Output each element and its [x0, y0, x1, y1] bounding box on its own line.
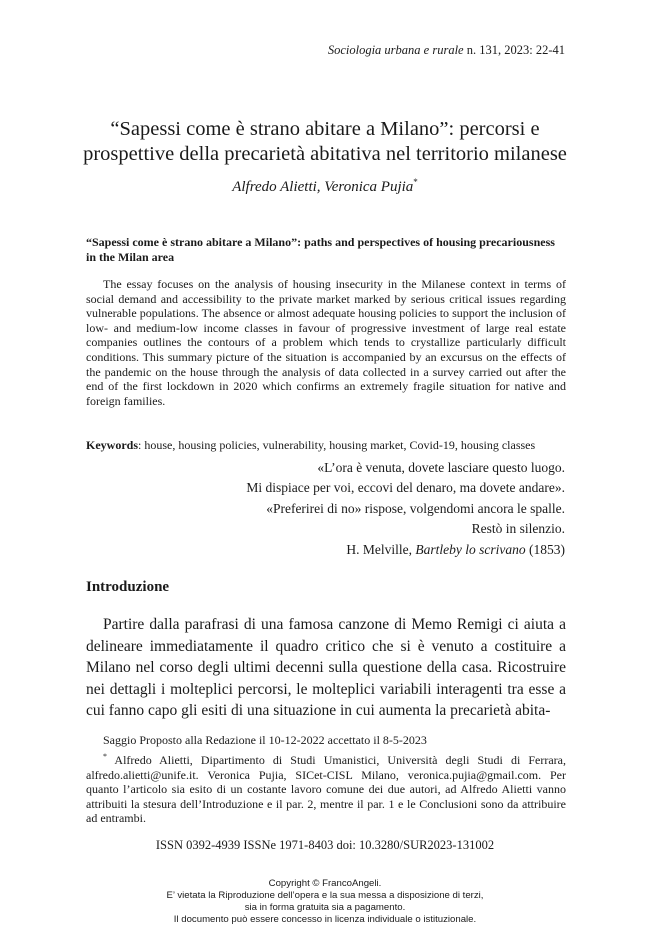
- footnote-authors-text: Alfredo Alietti, Dipartimento di Studi Umanistici, Università degli Studi di Ferrara, alfredo.alietti@unife.it. Veronica Pujia, SICet-CISL Milano, veronica.pujia@gmail.com. Per quanto l’articolo sia esito di un costante lavoro comune dei due autori, ad Alfredo Alietti vanno attribuiti la stesura dell’Introduzione e il par. 2, mentre il par. 1 e le Conclusioni sono da attribuire ad entrambi.: [86, 753, 566, 826]
- footnote-authors-paragraph: [86, 750, 566, 826]
- epigraph-attribution: [85, 540, 565, 560]
- footnote-received-text: Saggio Proposto alla Redazione il 10-12-2022 accettato il 8-5-2023: [103, 733, 427, 747]
- copyright-line-2: E’ vietata la Riproduzione dell’opera e la sua messa a disposizione di terzi,: [166, 890, 484, 902]
- epigraph-attribution-year: (1853): [525, 541, 565, 557]
- authors-footnote-marker: *: [413, 177, 418, 187]
- english-title: “Sapessi come è strano abitare a Milano”: paths and perspectives of housing precariousness in the Milan area: [86, 235, 555, 264]
- running-header: [328, 43, 565, 58]
- journal-issue: n. 131, 2023: 22-41: [463, 43, 565, 57]
- abstract-text: The essay focuses on the analysis of housing insecurity in the Milanese context in terms of social demand and accessibility to the private market marked by serious critical issues regarding vulnerable populations. The absence or almost adequate housing policies to support the inclusion of low- and medium-low income classes in favour of progressive investment of large real estate companies outlines the contours of a problem which tends to crystallize particularly difficult conditions. This summary picture of the situation is accompanied by an excursus on the effects of the pandemic on the house through the analysis of data collected in a survey carried out after the end of the first lockdown in 2020 which confirms an extremely fragile situation for native and foreign families.: [86, 277, 566, 408]
- copyright-line-3: sia in forma gratuita sia a pagamento.: [244, 902, 406, 914]
- journal-name: Sociologia urbana e rurale: [327, 43, 464, 57]
- introduction-body: [86, 614, 566, 722]
- copyright-line-4: Il documento può essere concesso in licenza individuale o istituzionale.: [173, 914, 477, 926]
- issn-doi-line: ISSN 0392-4939 ISSNe 1971-8403 doi: 10.3280/SUR2023-131002: [155, 838, 495, 852]
- article-authors: [40, 179, 610, 196]
- abstract: [86, 277, 566, 408]
- epigraph-line-3: «Preferirei di no» rispose, volgendomi ancora le spalle.: [266, 500, 565, 516]
- authors-names: Alfredo Alietti, Veronica Pujia: [232, 179, 414, 195]
- article-title-line-2: prospettive della precarietà abitativa nel territorio milanese: [83, 143, 567, 165]
- epigraph-attribution-author: H. Melville,: [346, 541, 416, 557]
- epigraph-attribution-work: Bartleby lo scrivano: [415, 541, 526, 557]
- footnote-authors: [86, 750, 566, 826]
- keywords: [86, 438, 566, 453]
- footnote-marker: *: [103, 752, 107, 761]
- keywords-list: : house, housing policies, vulnerability, housing market, Covid-19, housing classes: [138, 438, 536, 452]
- keywords-label: Keywords: [86, 438, 138, 452]
- epigraph-line-1: «L’ora è venuta, dovete lasciare questo luogo.: [317, 460, 565, 475]
- epigraph-line-2: Mi dispiace per voi, eccovi del denaro, ma dovete andare».: [246, 480, 565, 496]
- section-heading-introduzione: Introduzione: [86, 579, 170, 595]
- footnote-received: [86, 733, 566, 748]
- copyright-notice: [40, 878, 610, 926]
- introduction-paragraph: Partire dalla parafrasi di una famosa canzone di Memo Remigi ci aiuta a delineare immediatamente il quadro critico che si è venuto a costituire a Milano nel corso degli ultimi decenni sulla questione della casa. Ricostruire nei dettagli i molteplici percorsi, le molteplici variabili interagenti tra esse a cui fanno capo gli esiti di una situazione in cui aumenta la precarietà abita-: [86, 616, 566, 719]
- article-title-line-1: “Sapessi come è strano abitare a Milano”: percorsi e: [110, 118, 540, 140]
- article-title: [40, 117, 610, 167]
- epigraph: [85, 458, 565, 560]
- copyright-line-1: Copyright © FrancoAngeli.: [268, 878, 382, 889]
- epigraph-line-4: Restò in silenzio.: [471, 521, 565, 537]
